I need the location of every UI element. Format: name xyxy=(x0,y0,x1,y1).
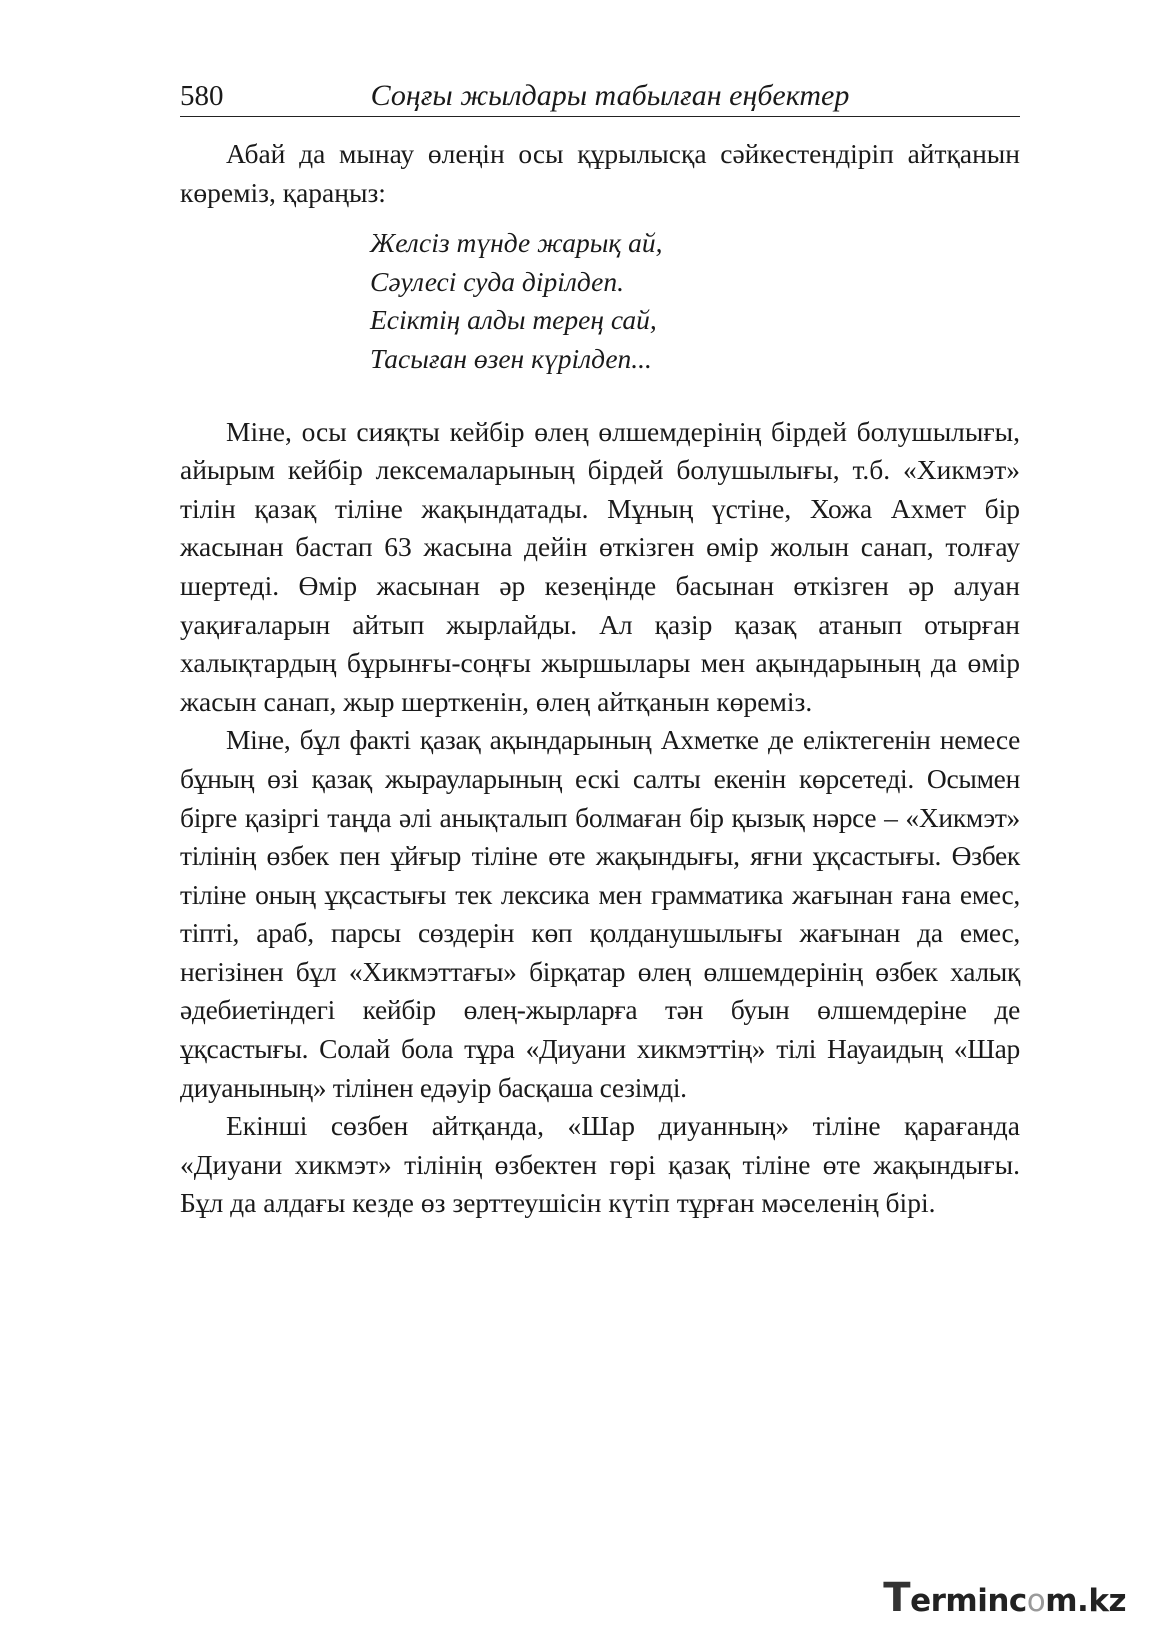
page-header xyxy=(180,78,1020,117)
poem-line: Тасыған өзен күрілдеп... xyxy=(370,342,652,374)
watermark-middle: erminc xyxy=(910,1583,1027,1619)
paragraph-uzbek-similarity: Міне, бұл факті қазақ ақындарының Ахметке де еліктегенін немесе бұның өзі қазақ жырауларының ескі салты екенін көрсетеді. Осымен бірге қазіргі таңда әлі анықталып болмаған бір қызық нәрсе – «Хикмэт» тілінің өзбек пен ұйғыр тіліне өте жақындығы, яғни ұқсастығы. Өзбек тіліне оның ұқсастығы тек лексика мен грамматика жағынан ғана емес, тіпті, араб, парсы сөздерін көп қолданушылығы жағынан да емес, негізінен бұл «Хикмэттағы» бірқатар өлең өлшемдерінің өзбек халық әдебиетіндегі кейбір өлең-жырларға тән буын өлшемдеріне де ұқсастығы. Солай бола тұра «Диуани хикмэттің» тілі Науаидың «Шар диуанының» тілінен едәуір басқаша сезімді. xyxy=(180,724,1020,1103)
page-number: 580 xyxy=(180,80,224,112)
paragraph-conclusion: Екінші сөзбен айтқанда, «Шар диуанның» тіліне қарағанда «Диуани хикмэт» тілінің өзбектен гөрі қазақ тіліне өте жақындығы. Бұл да алдағы кезде өз зерттеушісін күтіп тұрған мәселенің бірі. xyxy=(180,1110,1020,1219)
poem-line: Желсіз түнде жарық ай, xyxy=(370,227,663,259)
paragraph-comparison: Міне, осы сияқты кейбір өлең өлшемдерінің бірдей болушылығы, айырым кейбір лексемаларының бірдей болушылығы, т.б. «Хикмэт» тілін қазақ тіліне жақындатады. Мұның үстіне, Хожа Ахмет бір жасынан бастап 63 жасына дейін өткізген өмір жолын санап, толғау шертеді. Өмір жасынан әр кезеңінде басынан өткізген әр алуан уақиғаларын айтып жырлайды. Ал қазір қазақ атанып отырған халықтардың бұрынғы-соңғы жыршылары мен ақындарының да өмір жасын санап, жыр шерткенін, өлең айтқанын көреміз. xyxy=(180,415,1020,717)
running-title: Соңғы жылдары табылған еңбектер xyxy=(370,79,850,112)
body-text xyxy=(180,135,1020,1223)
watermark-initial: T xyxy=(883,1575,911,1621)
poem-line: Есіктің алды терең сай, xyxy=(370,304,657,336)
watermark-rest: m.kz xyxy=(1045,1583,1126,1619)
termincom-watermark-logo xyxy=(883,1575,1126,1621)
poem-line: Сәулесі суда дірілдеп. xyxy=(370,265,624,297)
paragraph-intro: Абай да мынау өлеңін осы құрылысқа сәйкестендіріп айтқанын көреміз, қараңыз: xyxy=(180,138,1020,208)
poem-quote xyxy=(370,224,1020,378)
watermark-o: o xyxy=(1026,1583,1046,1619)
